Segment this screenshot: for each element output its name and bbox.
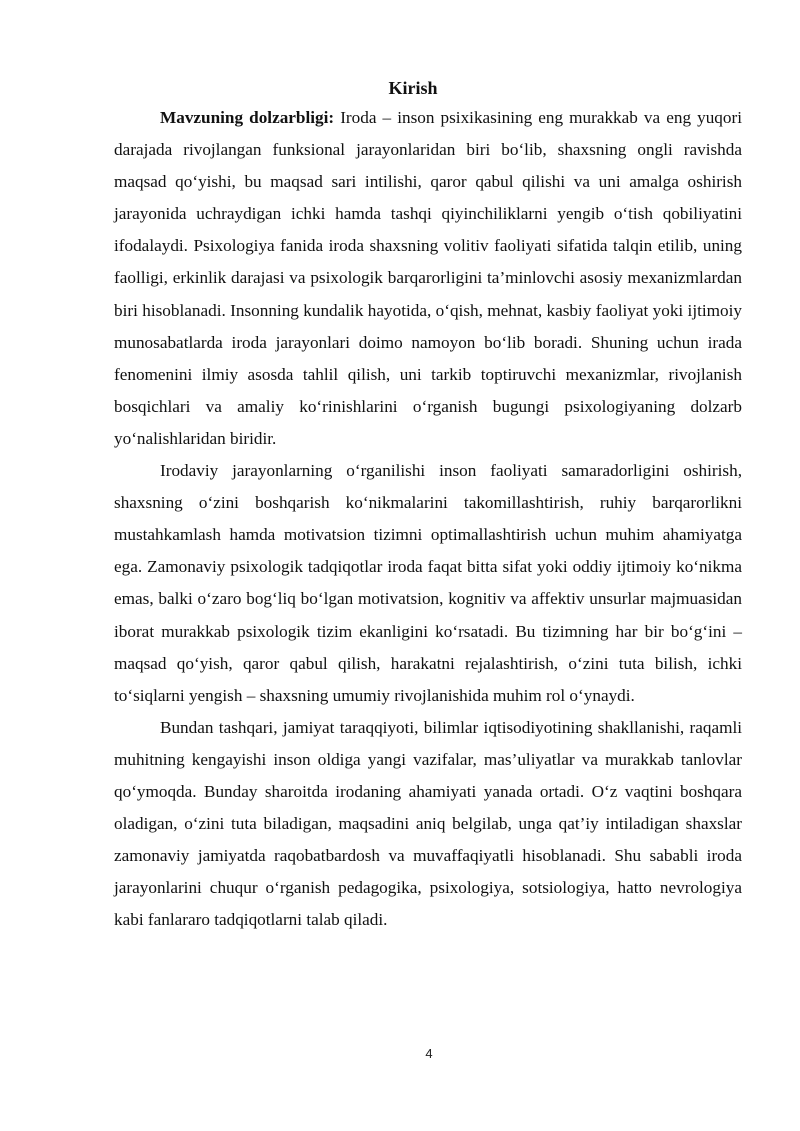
paragraph-text: Iroda – inson psixikasining eng murakkab va eng yuqori darajada rivojlangan funksional jarayonlaridan biri bo‘lib, shaxsning ongli ravishda maqsad qo‘yishi, bu maqsad sari intilishi, qaror qabul qilishi va uni amalga oshirish jarayonida uchraydigan ichki hamda tashqi qiyinchiliklarni yengib o‘tish qobiliyatini ifodalaydi. Psixologiya fanida iroda shaxsning volitiv faoliyati sifatida talqin etilib, uning faolligi, erkinlik darajasi va psixologik barqarorligini ta’minlovchi asosiy mexanizmlardan biri hisoblanadi. Insonning kundalik hayotida, o‘qish, mehnat, kasbiy faoliyat yoki ijtimoiy munosabatlarda iroda jarayonlari doimo namoyon bo‘lib boradi. Shuning uchun irada fenomenini ilmiy asosda tahlil qilish, uni tarkib toptiruvchi mexanizmlar, rivojlanish bosqichlari va amaliy ko‘rinishlarini o‘rganish bugungi psixologiyaning dolzarb yo‘nalishlaridan biridir. bbox=[114, 108, 742, 448]
paragraph-lead: Mavzuning dolzarbligi: bbox=[160, 108, 335, 127]
paragraph-society-development bbox=[114, 712, 742, 937]
page-number: 4 bbox=[425, 1046, 433, 1061]
paragraph-relevance bbox=[114, 102, 742, 455]
paragraph-text: Irodaviy jarayonlarning o‘rganilishi inson faoliyati samaradorligini oshirish, shaxsning o‘zini boshqarish ko‘nikmalarini takomillashtirish, ruhiy barqarorlikni mustahkamlash hamda motivatsion tizimni optimallashtirish uchun muhim ahamiyatga ega. Zamonaviy psixologik tadqiqotlar iroda faqat bitta sifat yoki oddiy ijtimoiy ko‘nikma emas, balki o‘zaro bog‘liq bo‘lgan motivatsion, kognitiv va affektiv unsurlar majmuasidan iborat murakkab psixologik tizim ekanligini ko‘rsatadi. Bu tizimning har bir bo‘g‘ini – maqsad qo‘yish, qaror qabul qilish, harakatni rejalashtirish, o‘zini tuta bilish, ichki to‘siqlarni yengish – shaxsning umumiy rivojlanishida muhim rol o‘ynaydi. bbox=[114, 461, 742, 705]
paragraph-text: Bundan tashqari, jamiyat taraqqiyoti, bilimlar iqtisodiyotining shakllanishi, raqamli muhitning kengayishi inson oldiga yangi vazifalar, mas’uliyatlar va murakkab tanlovlar qo‘ymoqda. Bunday sharoitda irodaning ahamiyati yanada ortadi. O‘z vaqtini boshqara oladigan, o‘zini tuta biladigan, maqsadini aniq belgilab, unga qat’iy intiladigan shaxslar zamonaviy jamiyatda raqobatbardosh va muvaffaqiyatli hisoblanadi. Shu sababli iroda jarayonlarini chuqur o‘rganish pedagogika, psixologiya, sotsiologiya, hatto nevrologiya kabi fanlararo tadqiqotlarni talab qiladi. bbox=[114, 717, 742, 930]
body-text bbox=[114, 102, 742, 936]
paragraph-volitional-processes bbox=[114, 455, 742, 712]
section-heading: Kirish bbox=[388, 78, 438, 98]
